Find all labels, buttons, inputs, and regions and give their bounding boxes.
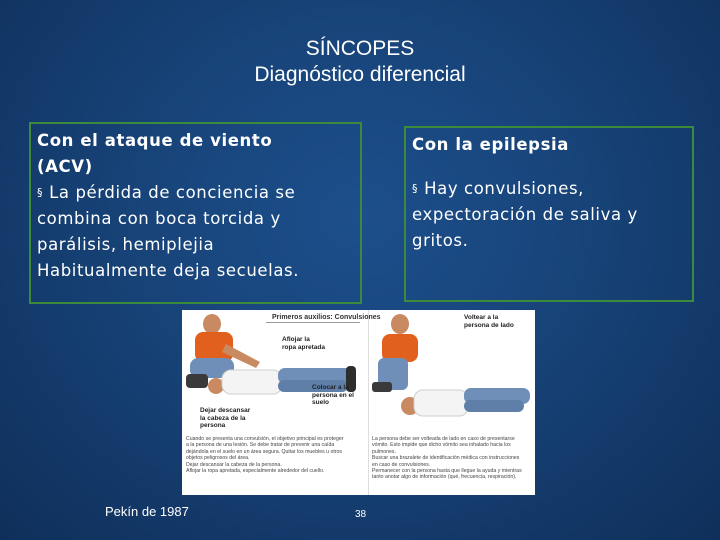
footer-text: Pekín de 1987 xyxy=(105,504,189,519)
caption-head xyxy=(200,407,250,430)
right-text-line: tanto anotar algo de información (qué, frecuencia, respiración). xyxy=(372,474,517,481)
left-text-line: a la persona de una lesión. Se debe tratar de prevenir una caída xyxy=(186,442,335,449)
figure-header-rule xyxy=(266,322,360,323)
caption-place-2: persona en el xyxy=(312,391,354,399)
caption-turn-1: Voltear a la xyxy=(464,314,499,321)
epilepsy-box xyxy=(404,126,694,302)
slide-subtitle: Diagnóstico diferencial xyxy=(254,63,466,86)
title-block xyxy=(0,36,720,88)
caption-loosen-1: Aflojar la xyxy=(282,336,310,343)
slide-title: SÍNCOPES xyxy=(305,37,415,60)
acv-text-line4: Habitualmente deja secuelas. xyxy=(37,261,300,280)
caption-place xyxy=(312,384,354,407)
panel-divider xyxy=(368,310,369,495)
acv-heading-line1: Con el ataque de viento xyxy=(37,131,273,150)
caption-head-3: persona xyxy=(200,422,226,429)
epilepsy-text-line3: gritos. xyxy=(412,231,469,250)
first-aid-figure xyxy=(182,310,535,495)
acv-box xyxy=(29,122,362,304)
left-text-line: Dejar descansar la cabeza de la persona. xyxy=(186,461,282,468)
caption-turn-2: persona de lado xyxy=(464,321,514,329)
epilepsy-bullet-line xyxy=(412,176,686,202)
left-text-line: dejándola en el suelo en un área segura. Quitar los muebles u otros xyxy=(186,448,343,455)
page-number: 38 xyxy=(355,509,367,520)
caption-head-2: la cabeza de la xyxy=(200,414,246,422)
epilepsy-heading: Con la epilepsia xyxy=(412,135,569,154)
spacer xyxy=(412,158,686,176)
left-panel-text xyxy=(186,436,364,474)
bullet-icon: § xyxy=(412,182,419,195)
figure-header: Primeros auxilios: Convulsiones xyxy=(272,314,381,321)
left-text-line: objetos peligrosos del área. xyxy=(186,455,250,462)
right-text-line: Buscar una brazalete de identificación médica con instrucciones xyxy=(372,455,520,462)
caption-loosen-2: ropa apretada xyxy=(282,343,325,351)
right-text-line: La persona debe ser volteada de lado en caso de presentarse xyxy=(372,436,515,442)
caption-loosen xyxy=(282,336,325,351)
epilepsy-text-line1: Hay convulsiones, xyxy=(424,179,584,198)
epilepsy-text-line2: expectoración de saliva y xyxy=(412,205,638,224)
caption-place-3: suelo xyxy=(312,399,329,406)
acv-heading-line2: (ACV) xyxy=(37,157,93,176)
caption-turn xyxy=(464,314,514,329)
right-text-line: en caso de convulsiones. xyxy=(372,461,431,468)
right-helper-illustration xyxy=(372,314,418,392)
right-text-line: Permanecer con la persona hasta que llegue la ayuda y mientras xyxy=(372,468,522,475)
acv-text-line1: La pérdida de conciencia se xyxy=(49,183,296,202)
right-panel-text xyxy=(372,436,532,481)
right-patient-illustration xyxy=(401,388,530,416)
caption-head-1: Dejar descansar xyxy=(200,407,251,414)
acv-text-line3: parálisis, hemiplejia xyxy=(37,235,215,254)
acv-bullet-line xyxy=(37,180,354,206)
bullet-icon: § xyxy=(37,186,44,199)
acv-text-line2: combina con boca torcida y xyxy=(37,209,281,228)
left-text-line: Cuando se presenta una convulsión, el objetivo principal es proteger xyxy=(186,436,344,442)
right-text-line: vómito. Esto impide que dicho vómito sea inhalado hacia los pulmones. xyxy=(372,442,511,455)
caption-place-1: Colocar a la xyxy=(312,384,349,391)
left-text-line: Aflojar la ropa apretada, especialmente alrededor del cuello. xyxy=(186,468,325,475)
